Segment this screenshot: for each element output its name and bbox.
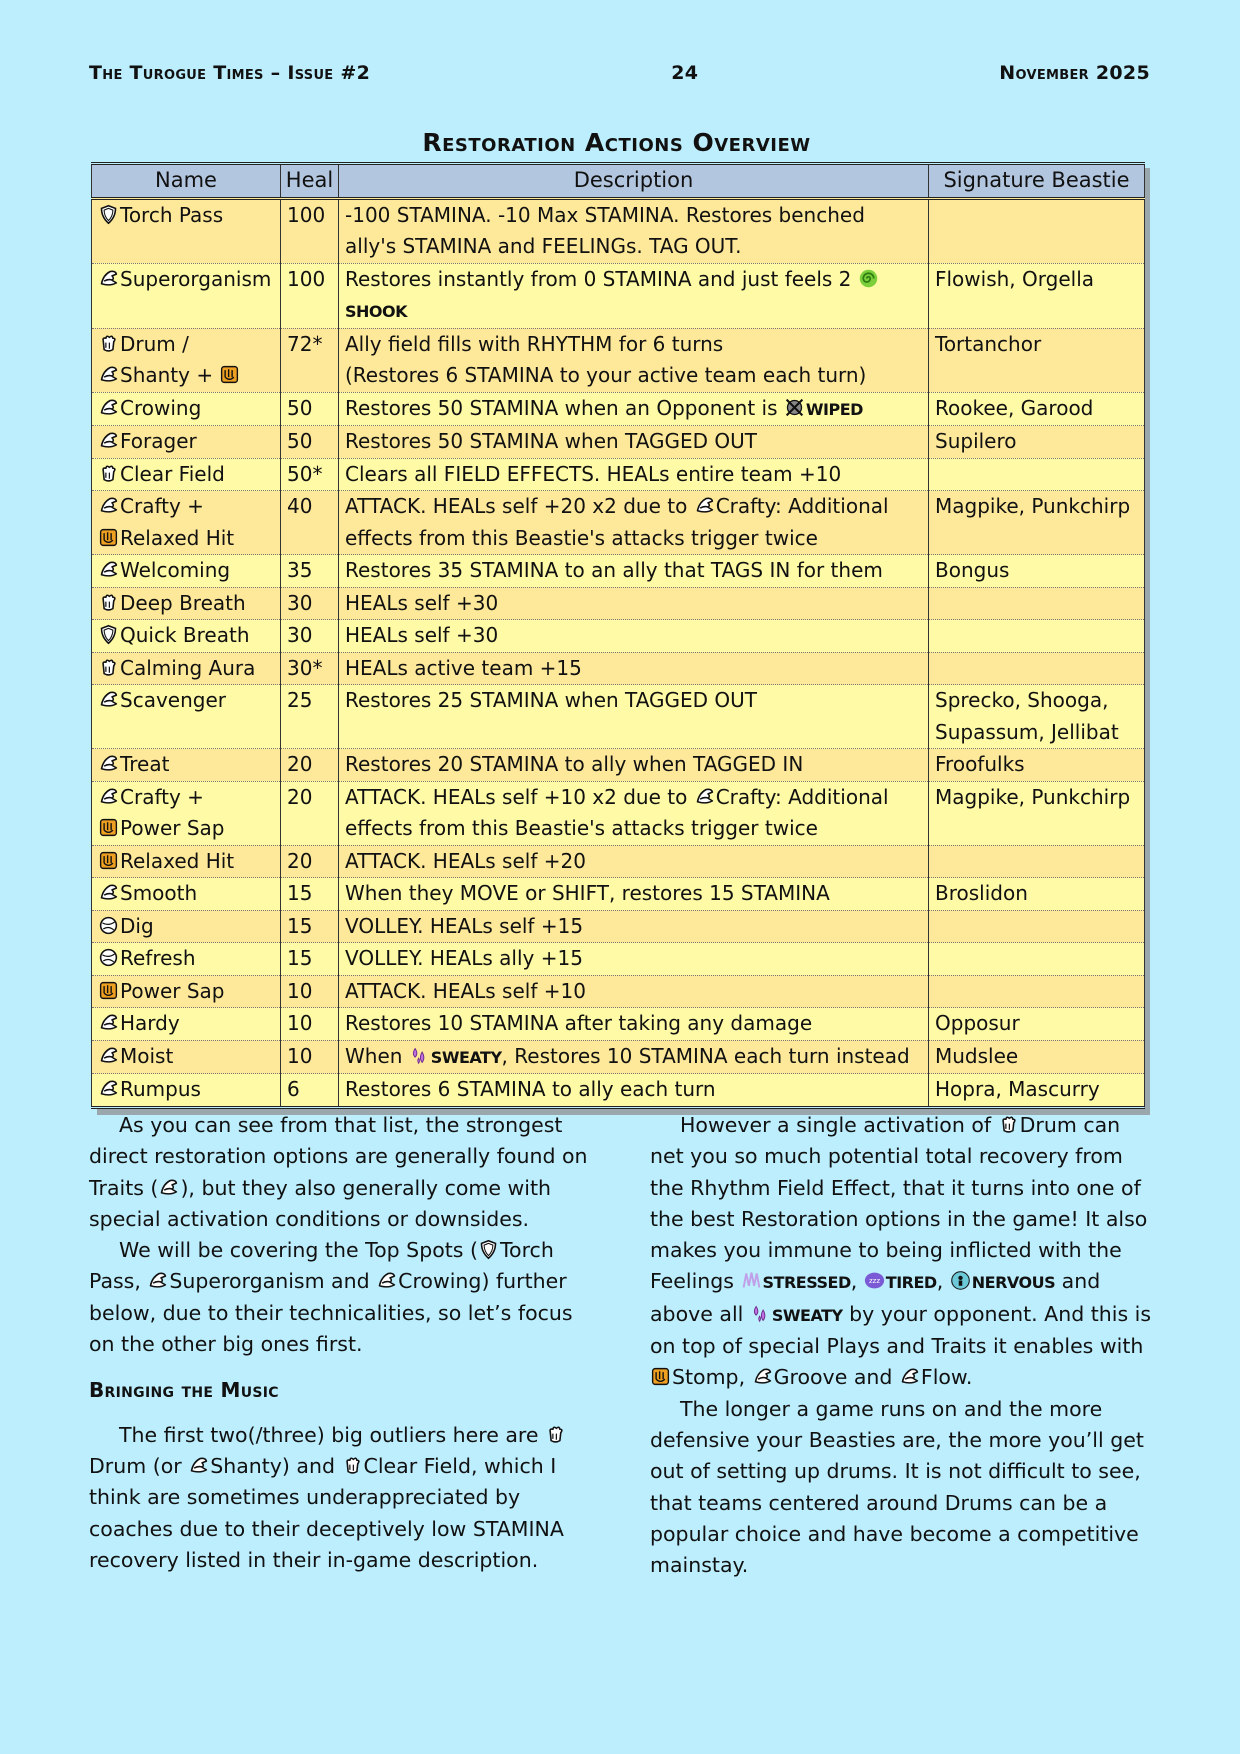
cell-name	[92, 620, 281, 653]
table-row	[92, 1074, 1145, 1108]
text-run: Shanty) and	[210, 1453, 342, 1478]
drum-icon	[342, 1455, 363, 1476]
row-description: ATTACK. HEALs self +20 x2 due to	[345, 494, 688, 518]
table-row	[92, 1040, 1145, 1074]
row-description: HEALs self +30	[345, 590, 499, 615]
row-description-2: (Restores 6 STAMINA to your active team each turn)	[345, 363, 867, 387]
cell-description	[339, 392, 929, 426]
row-name: Superorganism	[120, 266, 272, 291]
row-name: Welcoming	[120, 558, 231, 582]
cell-heal: 30	[281, 620, 339, 653]
sweaty-icon	[750, 1303, 771, 1324]
hat-icon	[98, 364, 119, 385]
cell-name	[92, 555, 281, 588]
text-run: Groove and	[773, 1365, 899, 1390]
cell-signature-beastie	[929, 845, 1145, 878]
table-row	[92, 620, 1145, 653]
cell-heal: 50	[281, 392, 339, 426]
drum-icon	[98, 592, 119, 613]
table-row	[92, 781, 1145, 845]
status-tag: WIPED	[805, 399, 863, 419]
table-row	[92, 555, 1145, 588]
table-row	[92, 878, 1145, 911]
cell-signature-beastie: Broslidon	[929, 878, 1145, 911]
cell-name	[92, 1040, 281, 1074]
text-run: Clear Field, which I think are sometimes underappreciated by coaches due to their deceptively low STAMINA recovery listed in their in-game description.	[89, 1453, 564, 1572]
row-description: Restores 50 STAMINA when an Opponent is	[345, 395, 778, 420]
hat-icon	[98, 786, 119, 807]
hat-icon	[98, 495, 119, 516]
cell-description	[339, 749, 929, 782]
row-description: Ally field fills with RHYTHM for 6 turns	[345, 331, 724, 356]
fist-icon	[650, 1366, 671, 1387]
text-run: Crowing) further below, due to their technicalities, so let’s focus on the other big ones first.	[89, 1269, 573, 1357]
cell-description	[339, 426, 929, 459]
cell-heal: 10	[281, 1008, 339, 1041]
hat-icon	[188, 1455, 209, 1476]
row-name: Rumpus	[120, 1077, 201, 1101]
cell-description	[339, 878, 929, 911]
cell-heal: 20	[281, 749, 339, 782]
cell-signature-beastie	[929, 910, 1145, 943]
row-name: Crafty +	[120, 784, 204, 809]
cell-name	[92, 263, 281, 328]
text-run: Stomp,	[672, 1365, 752, 1390]
left-column	[89, 1110, 589, 1576]
column-header-name: Name	[92, 164, 281, 199]
text-run: The first two(/three) big outliers here are	[119, 1422, 546, 1447]
row-name: Smooth	[120, 881, 198, 905]
cell-signature-beastie: Rookee, Garood	[929, 392, 1145, 426]
text-run: ,	[936, 1269, 944, 1294]
cell-description	[339, 685, 929, 749]
row-name: Moist	[120, 1043, 174, 1068]
row-name: Power Sap	[120, 978, 225, 1003]
cell-signature-beastie	[929, 943, 1145, 976]
hat-icon	[98, 882, 119, 903]
text-run: As you can see from that list, the strongest direct restoration options are generally found on Traits (	[89, 1113, 588, 1200]
wiped-icon	[784, 397, 805, 418]
text-run: Drum (or	[89, 1453, 189, 1478]
cell-heal: 20	[281, 781, 339, 845]
header-title: The Turogue Times – Issue #2	[89, 62, 371, 84]
cell-signature-beastie: Supilero	[929, 426, 1145, 459]
paragraph	[89, 1420, 589, 1576]
row-description: Restores instantly from 0 STAMINA and just feels 2	[345, 266, 852, 291]
row-description: ATTACK. HEALs self +10 x2 due to	[345, 784, 688, 809]
cell-heal: 50*	[281, 458, 339, 491]
cell-heal: 6	[281, 1074, 339, 1108]
text-run: However a single activation of	[680, 1113, 998, 1137]
cell-description	[339, 845, 929, 878]
cell-heal: 20	[281, 845, 339, 878]
drum-icon	[98, 463, 119, 484]
cell-signature-beastie: Opposur	[929, 1008, 1145, 1041]
text-run: Superorganism and	[169, 1269, 377, 1294]
drum-icon	[998, 1114, 1019, 1135]
table-row	[92, 458, 1145, 491]
fist-icon	[98, 527, 119, 548]
hat-icon	[376, 1270, 397, 1291]
cell-signature-beastie	[929, 652, 1145, 685]
row-name: Crafty +	[120, 494, 204, 518]
fist-icon	[98, 850, 119, 871]
shield-icon	[98, 204, 119, 225]
cell-signature-beastie: Magpike, Punkchirp	[929, 491, 1145, 555]
hat-icon	[694, 786, 715, 807]
table-row	[92, 198, 1145, 263]
table-row	[92, 392, 1145, 426]
hat-icon	[98, 268, 119, 289]
row-description: VOLLEY. HEALs ally +15	[345, 946, 583, 970]
row-description: Restores 35 STAMINA to an ally that TAGS IN for them	[345, 558, 883, 582]
fist-icon	[98, 817, 119, 838]
stressed-icon	[741, 1270, 762, 1291]
cell-name	[92, 587, 281, 620]
row-description: Restores 6 STAMINA to ally each turn	[345, 1077, 716, 1101]
row-name: Hardy	[120, 1011, 180, 1035]
cell-name	[92, 198, 281, 263]
cell-name	[92, 392, 281, 426]
cell-name	[92, 781, 281, 845]
hat-icon	[98, 1012, 119, 1033]
cell-description	[339, 458, 929, 491]
hat-icon	[752, 1366, 773, 1387]
cell-heal: 10	[281, 975, 339, 1008]
table-header-row	[92, 164, 1145, 199]
table-row	[92, 1008, 1145, 1041]
row-description: HEALs active team +15	[345, 655, 582, 680]
cell-description	[339, 491, 929, 555]
row-description: ATTACK. HEALs self +10	[345, 978, 586, 1003]
cell-name	[92, 652, 281, 685]
cell-name	[92, 1074, 281, 1108]
status-tag: SHOOK	[345, 302, 408, 321]
hat-icon	[694, 495, 715, 516]
page-number: 24	[671, 62, 699, 84]
row-description-cont: , Restores 10 STAMINA each turn instead	[501, 1043, 910, 1068]
row-description: Restores 25 STAMINA when TAGGED OUT	[345, 688, 758, 712]
cell-heal: 35	[281, 555, 339, 588]
feeling-tired: TIRED	[885, 1273, 937, 1293]
cell-name	[92, 845, 281, 878]
text-run: ,	[850, 1269, 858, 1294]
column-header-heal: Heal	[281, 164, 339, 199]
row-description: ATTACK. HEALs self +20	[345, 848, 586, 873]
drum-icon	[98, 657, 119, 678]
cell-description	[339, 620, 929, 653]
row-name: Deep Breath	[120, 590, 246, 615]
sweaty-icon	[409, 1045, 430, 1066]
cell-heal: 15	[281, 878, 339, 911]
fist-icon	[98, 980, 119, 1001]
text-run: and above all	[650, 1269, 1101, 1326]
cell-description	[339, 781, 929, 845]
row-name-2: Power Sap	[120, 816, 225, 840]
table-row	[92, 685, 1145, 749]
row-name: Refresh	[120, 946, 196, 970]
row-name: Drum /	[120, 331, 189, 356]
table-row	[92, 426, 1145, 459]
cell-description	[339, 263, 929, 328]
cell-signature-beastie: Magpike, Punkchirp	[929, 781, 1145, 845]
text-run: Drum can net you so much potential total recovery from the Rhythm Field Effect, that it turns into one of the best Restoration options in the game! It also makes you immune to being inflicted with the Feelings	[650, 1113, 1148, 1294]
cell-heal: 25	[281, 685, 339, 749]
row-name: Scavenger	[120, 688, 226, 712]
drum-icon	[98, 333, 119, 354]
cell-signature-beastie	[929, 198, 1145, 263]
hat-icon	[98, 1078, 119, 1099]
cell-signature-beastie: Tortanchor	[929, 328, 1145, 392]
row-description: VOLLEY. HEALs self +15	[345, 913, 584, 938]
hat-icon	[98, 430, 119, 451]
page-header	[89, 62, 1150, 84]
cell-heal: 72*	[281, 328, 339, 392]
text-run: Torch Pass,	[89, 1238, 554, 1294]
cell-signature-beastie	[929, 620, 1145, 653]
row-name: Calming Aura	[120, 655, 256, 680]
feeling-sweaty: SWEATY	[771, 1305, 843, 1325]
table-row	[92, 263, 1145, 328]
table-row	[92, 910, 1145, 943]
hat-icon	[899, 1366, 920, 1387]
cell-name	[92, 426, 281, 459]
cell-signature-beastie	[929, 587, 1145, 620]
row-description: Restores 20 STAMINA to ally when TAGGED IN	[345, 752, 804, 776]
row-description: Restores 50 STAMINA when TAGGED OUT	[345, 429, 758, 453]
row-description-cont: Crafty: Additional effects from this Beastie's attacks trigger twice	[345, 784, 889, 840]
cell-name	[92, 685, 281, 749]
row-description: Restores 10 STAMINA after taking any damage	[345, 1011, 813, 1035]
cell-signature-beastie: Flowish, Orgella	[929, 263, 1145, 328]
cell-name	[92, 491, 281, 555]
cell-description	[339, 975, 929, 1008]
cell-heal: 30	[281, 587, 339, 620]
status-tag: SWEATY	[430, 1047, 502, 1067]
cell-heal: 15	[281, 910, 339, 943]
cell-heal: 15	[281, 943, 339, 976]
text-run: by your opponent. And this is on top of special Plays and Traits it enables with	[650, 1301, 1152, 1359]
paragraph	[650, 1110, 1155, 1394]
restoration-table	[91, 162, 1144, 1109]
cell-name	[92, 458, 281, 491]
table-row	[92, 845, 1145, 878]
cell-heal: 100	[281, 263, 339, 328]
hat-icon	[98, 689, 119, 710]
hat-icon	[158, 1177, 179, 1198]
paragraph: The longer a game runs on and the more defensive your Beasties are, the more you’ll get out of setting up drums. It is not difficult to see, that teams centered around Drums can be a popular choice and have become a competitive mainstay.	[650, 1396, 1144, 1578]
cell-name	[92, 910, 281, 943]
cell-name	[92, 878, 281, 911]
cell-description	[339, 198, 929, 263]
table-row	[92, 587, 1145, 620]
cell-signature-beastie: Mudslee	[929, 1040, 1145, 1074]
table-row	[92, 975, 1145, 1008]
cell-name	[92, 975, 281, 1008]
tired-icon	[864, 1270, 885, 1291]
text-run: ), but they also generally come with special activation conditions or downsides.	[89, 1175, 551, 1231]
cell-description	[339, 328, 929, 392]
row-description: Clears all FIELD EFFECTS. HEALs entire team +10	[345, 461, 842, 486]
cell-heal: 10	[281, 1040, 339, 1074]
cell-heal: 100	[281, 198, 339, 263]
table-title: Restoration Actions Overview	[422, 128, 811, 157]
paragraph	[89, 1235, 589, 1360]
hat-icon	[98, 753, 119, 774]
paragraph	[89, 1110, 589, 1235]
table-row	[92, 491, 1145, 555]
row-description: HEALs self +30	[345, 623, 499, 647]
row-name: Quick Breath	[120, 623, 250, 647]
right-column	[650, 1110, 1155, 1581]
cell-description	[339, 652, 929, 685]
row-name: Clear Field	[120, 461, 225, 486]
row-description: -100 STAMINA. -10 Max STAMINA. Restores benched ally's STAMINA and FEELINGs. TAG OUT.	[345, 202, 865, 258]
feeling-stressed: STRESSED	[762, 1273, 851, 1293]
row-name-2: Relaxed Hit	[120, 525, 235, 550]
cell-signature-beastie: Bongus	[929, 555, 1145, 588]
row-name: Forager	[120, 429, 197, 453]
shook-icon	[858, 268, 879, 289]
cell-heal: 50	[281, 426, 339, 459]
hat-icon	[98, 559, 119, 580]
shield-icon	[98, 624, 119, 645]
cell-name	[92, 749, 281, 782]
cell-description	[339, 555, 929, 588]
row-name: Treat	[120, 752, 170, 776]
cell-description	[339, 910, 929, 943]
cell-signature-beastie: Hopra, Mascurry	[929, 1074, 1145, 1108]
table-row	[92, 328, 1145, 392]
row-description-cont: Crafty: Additional effects from this Beastie's attacks trigger twice	[345, 494, 889, 550]
fist-icon	[219, 364, 240, 385]
hat-icon	[147, 1270, 168, 1291]
drum-icon	[545, 1424, 566, 1445]
table-row	[92, 652, 1145, 685]
cell-description	[339, 943, 929, 976]
shield-icon	[478, 1239, 499, 1260]
cell-signature-beastie: Sprecko, Shooga, Supassum, Jellibat	[929, 685, 1145, 749]
column-header-signature-beastie: Signature Beastie	[929, 164, 1145, 199]
row-name: Crowing	[120, 395, 202, 420]
cell-description	[339, 1040, 929, 1074]
row-name-2: Shanty +	[120, 363, 214, 387]
column-header-description: Description	[339, 164, 929, 199]
cell-name	[92, 1008, 281, 1041]
ball-icon	[98, 915, 119, 936]
row-name: Relaxed Hit	[120, 848, 235, 873]
cell-heal: 30*	[281, 652, 339, 685]
hat-icon	[98, 397, 119, 418]
hat-icon	[98, 1045, 119, 1066]
row-name: Torch Pass	[120, 202, 224, 227]
cell-heal: 40	[281, 491, 339, 555]
section-heading: Bringing the Music	[89, 1378, 279, 1403]
cell-description	[339, 587, 929, 620]
text-run: Flow.	[920, 1365, 973, 1390]
cell-description	[339, 1008, 929, 1041]
cell-description	[339, 1074, 929, 1108]
cell-signature-beastie	[929, 975, 1145, 1008]
row-name: Dig	[120, 913, 154, 938]
ball-icon	[98, 947, 119, 968]
header-date: November 2025	[999, 62, 1150, 84]
nervous-icon	[950, 1270, 971, 1291]
table-row	[92, 749, 1145, 782]
cell-name	[92, 943, 281, 976]
cell-signature-beastie	[929, 458, 1145, 491]
row-description: When they MOVE or SHIFT, restores 15 STAMINA	[345, 881, 830, 905]
cell-signature-beastie: Froofulks	[929, 749, 1145, 782]
row-description: When	[345, 1043, 403, 1068]
feeling-nervous: NERVOUS	[971, 1273, 1056, 1293]
text-run: We will be covering the Top Spots (	[119, 1238, 478, 1263]
table-row	[92, 943, 1145, 976]
cell-name	[92, 328, 281, 392]
